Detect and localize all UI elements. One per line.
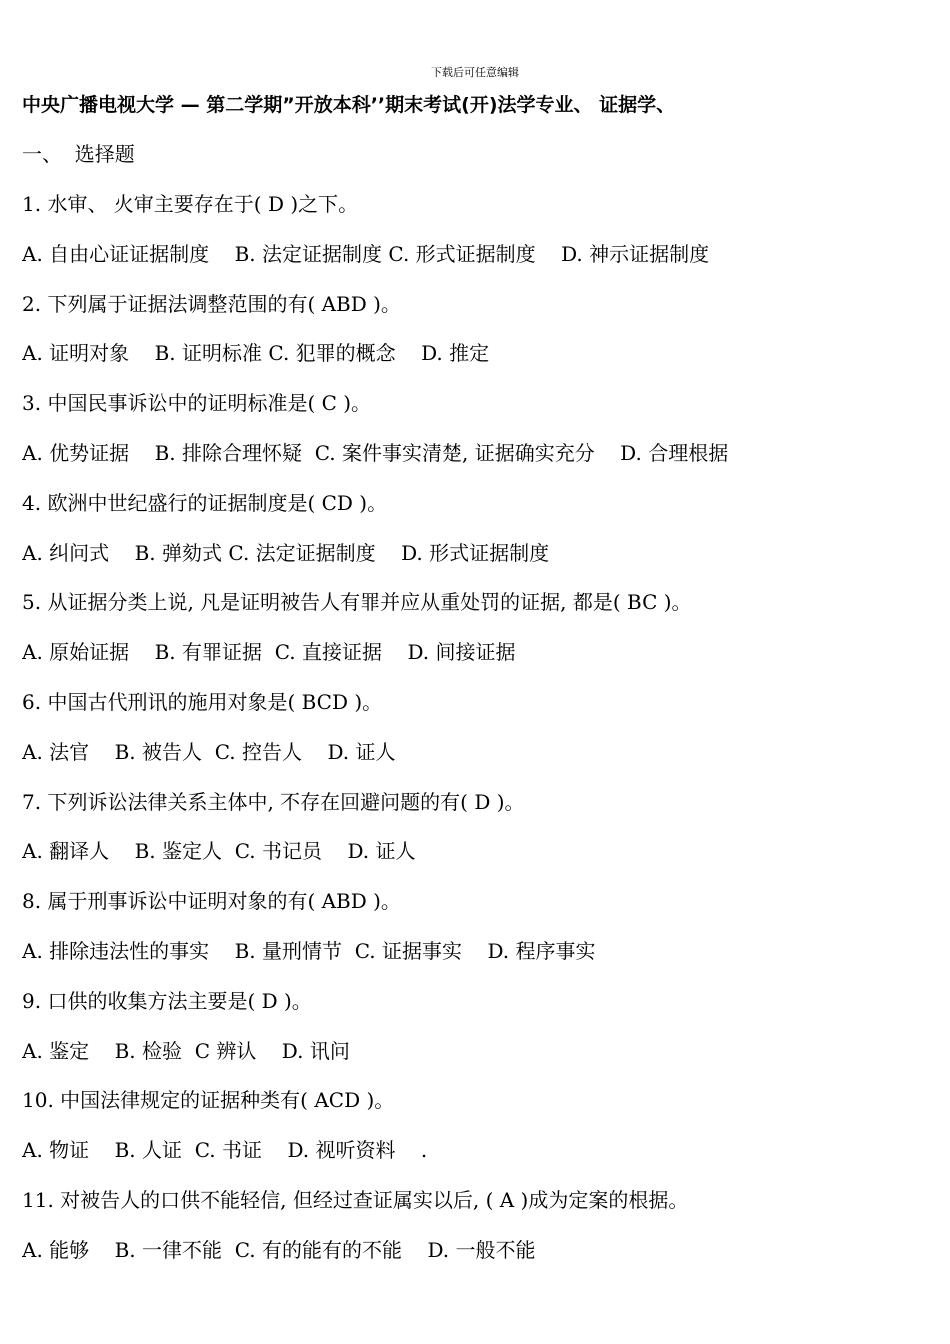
question-1-text: 1. 水审、 火审主要存在于( D )之下。	[22, 192, 359, 216]
question-9-text: 9. 口供的收集方法主要是( D )。	[22, 988, 312, 1013]
question-3-text: 3. 中国民事诉讼中的证明标准是( C )。	[22, 391, 372, 416]
question-7-options: A. 翻译人 B. 鉴定人 C. 书记员 D. 证人	[22, 839, 416, 864]
question-list	[22, 187, 932, 1283]
question-7-text: 7. 下列诉讼法律关系主体中, 不存在回避问题的有( D )。	[22, 789, 525, 814]
section-heading: 一、 选择题	[22, 142, 135, 166]
question-5-options: A. 原始证据 B. 有罪证据 C. 直接证据 D. 间接证据	[22, 640, 516, 665]
question-11-options: A. 能够 B. 一律不能 C. 有的能有的不能 D. 一般不能	[22, 1237, 536, 1262]
question-6-text: 6. 中国古代刑讯的施用对象是( BCD )。	[22, 689, 383, 714]
question-10-text: 10. 中国法律规定的证据种类有( ACD )。	[22, 1088, 395, 1113]
question-2-text: 2. 下列属于证据法调整范围的有( ABD )。	[22, 291, 401, 316]
question-9-options: A. 鉴定 B. 检验 C 辨认 D. 讯问	[22, 1038, 350, 1063]
question-5-text: 5. 从证据分类上说, 凡是证明被告人有罪并应从重处罚的证据, 都是( BC )。	[22, 590, 692, 615]
question-11-text: 11. 对被告人的口供不能轻信, 但经过查证属实以后, ( A )成为定案的根据。	[22, 1187, 689, 1212]
document-title: 中央广播电视大学 — 第二学期”开放本科’’期末考试(开)法学专业、 证据学、	[22, 94, 676, 116]
question-8-options: A. 排除违法性的事实 B. 量刑情节 C. 证据事实 D. 程序事实	[22, 938, 596, 963]
question-3-options: A. 优势证据 B. 排除合理怀疑 C. 案件事实清楚, 证据确实充分 D. 合理根据	[22, 440, 729, 465]
question-4-text: 4. 欧洲中世纪盛行的证据制度是( CD )。	[22, 490, 388, 515]
question-8-text: 8. 属于刑事诉讼中证明对象的有( ABD )。	[22, 889, 401, 914]
question-6-options: A. 法官 B. 被告人 C. 控告人 D. 证人	[22, 739, 396, 764]
question-10-options: A. 物证 B. 人证 C. 书证 D. 视听资料 .	[22, 1138, 428, 1163]
header-note: 下载后可任意编辑	[431, 66, 519, 79]
question-1-options: A. 自由心证证据制度 B. 法定证据制度 C. 形式证据制度 D. 神示证据制度	[22, 241, 710, 266]
question-2-options: A. 证明对象 B. 证明标准 C. 犯罪的概念 D. 推定	[22, 341, 490, 366]
question-4-options: A. 纠问式 B. 弹劾式 C. 法定证据制度 D. 形式证据制度	[22, 540, 550, 565]
